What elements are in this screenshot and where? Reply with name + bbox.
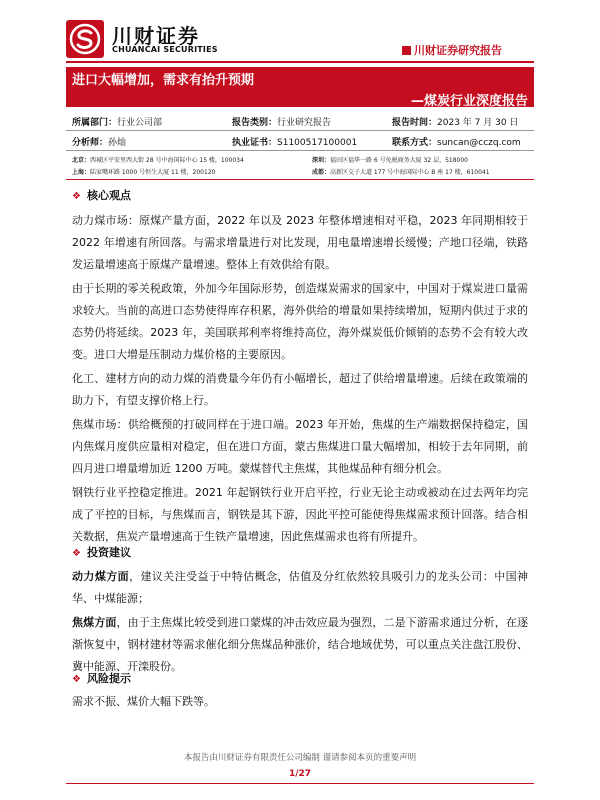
address-chengdu (312, 167, 490, 176)
date-field (392, 115, 518, 128)
diamond-icon: ❖ (72, 191, 81, 202)
paragraph-chem-building: 化工、建材方向的动力煤的消费量今年仍有小幅增长，超过了供给增量增速。后续在政策端的助力下，有望支撑价格上行。 (72, 372, 528, 407)
paragraph-imports: 由于长期的零关税政策，外加今年国际形势，创造煤炭需求的国家中，中国对于煤炭进口量需求较大。当前的高进口态势使得库存积累，海外供给的增量如果持续增加，短期内供过于求的态势仍将延续。2023 年，美国联邦利率将维持高位，海外煤炭低价倾销的态势不会有较大改变。进口大增是压制动力煤价格的主要原因。 (72, 282, 528, 361)
address-shenzhen-text: 福田区福华一路 6 号免税商务大厦 32 层，518000 (330, 157, 469, 164)
section-risk-title (72, 670, 131, 686)
dept-label: 所属部门： (72, 118, 118, 128)
thermal-advice-lead: 动力煤方面 (72, 570, 130, 583)
cert-label: 执业证书： (232, 138, 278, 148)
address-shenzhen-label: 深圳： (312, 157, 331, 164)
diamond-icon: ❖ (72, 548, 81, 559)
address-shenzhen (312, 155, 468, 164)
header-divider (66, 61, 534, 63)
cert-value: S1100517100001 (277, 138, 358, 148)
logo-mark (66, 20, 104, 58)
report-label-text: 川财证券研究报告 (414, 44, 502, 57)
address-chengdu-label: 成都： (312, 169, 331, 176)
section-risk-title-text: 风险提示 (86, 672, 131, 685)
footer-divider (66, 783, 534, 784)
paragraph-risk: 需求不振、煤价大幅下跌等。 (72, 695, 215, 708)
thermal-advice-text: ，建议关注受益于中特估概念，估值及分红依然较具吸引力的龙头公司：中国神华、中煤能源； (72, 570, 529, 605)
cert-field (232, 135, 357, 148)
footer-disclaimer: 本报告由川财证券有限责任公司编制 谨请参阅本页的重要声明 (183, 753, 417, 763)
info-divider (66, 130, 534, 131)
address-beijing-text: 西城区平安里西大街 28 号中海国际中心 15 楼，100034 (90, 157, 244, 164)
category-field (232, 115, 331, 128)
contact-label: 联系方式： (392, 138, 438, 148)
address-shanghai (72, 167, 215, 176)
section-core-title (72, 187, 131, 203)
paragraph-thermal-coal: 动力煤市场：原煤产量方面，2022 年以及 2023 年整体增速相对平稳，2023 年同期相较于 2022 年增速有所回落。与需求增量进行对比发现，用电量增速增长缓慢；产地口径端，铁路发运量增速高于原煤产量增速。整体上有效供给有限。 (72, 214, 528, 271)
logo-name-en: CHUANCAI SECURITIES (112, 45, 218, 54)
date-label: 报告时间： (392, 118, 438, 128)
coking-advice-text: ，由于主焦煤比较受到进口蒙煤的冲击效应最为强烈，二是下游需求通过分析，在逐渐恢复中，钢材建材等需求催化细分焦煤品种涨价，结合地域优势，可以重点关注盘江股份、冀中能源、开滦股份。 (72, 616, 528, 673)
category-value: 行业研究报告 (277, 118, 332, 128)
contact-field (392, 135, 521, 148)
dept-value: 行业公司部 (117, 118, 163, 128)
report-title: 进口大幅增加，需求有抬升预期 (72, 73, 255, 88)
section-core-title-text: 核心观点 (86, 189, 131, 202)
address-divider (66, 179, 534, 180)
paragraph-thermal-advice (72, 566, 528, 610)
analyst-value: 孙灿 (108, 138, 127, 148)
analyst-field (72, 135, 126, 148)
category-label: 报告类别： (232, 118, 278, 128)
report-subtitle: —煤炭行业深度报告 (410, 94, 528, 109)
report-label (402, 42, 502, 58)
address-chengdu-text: 高新区交子大道 177 号中海国际中心 B 座 17 楼，610041 (330, 169, 490, 176)
paragraph-steel: 钢铁行业平控稳定推进。2021 年起钢铁行业开启平控，行业无论主动或被动在过去两年均完成了平控的目标，与焦煤而言，钢铁是其下游，因此平控可能使得焦煤需求预计回落。结合相关数据，焦炭产量增速高于生铁产量增速，因此焦煤需求也将有所提升。 (72, 486, 528, 543)
logo-s-icon (66, 20, 104, 58)
paragraph-coking-coal: 焦煤市场：供给概预的打破同样在于进口端。2023 年开始，焦煤的生产端数据保持稳定，国内焦煤月度供应量相对稳定，但在进口方面，蒙古焦煤进口量大幅增加，相较于去年同期，前四月进口增量增加近 1200 万吨。蒙煤替代主焦煤，其他煤品种有细分机会。 (72, 418, 528, 475)
section-invest-title (72, 544, 131, 560)
square-icon (402, 46, 411, 55)
diamond-icon: ❖ (72, 674, 81, 685)
address-shanghai-text: 陆家嘴环路 1000 号恒生大厦 11 楼，200120 (90, 169, 216, 176)
date-value: 2023 年 7 月 30 日 (437, 118, 519, 128)
dept-field (72, 115, 162, 128)
page-number: 1/27 (288, 769, 312, 779)
analyst-label: 分析师： (72, 138, 109, 148)
logo-name-cn: 川财证券 (112, 24, 200, 48)
address-beijing (72, 155, 244, 164)
coking-advice-lead: 焦煤方面 (72, 616, 117, 629)
section-invest-title-text: 投资建议 (86, 546, 131, 559)
paragraph-coking-advice (72, 612, 528, 678)
address-shanghai-label: 上海： (72, 169, 91, 176)
address-beijing-label: 北京： (72, 157, 91, 164)
contact-value[interactable]: suncan@cczq.com (437, 138, 521, 148)
info-divider-2 (66, 150, 534, 151)
